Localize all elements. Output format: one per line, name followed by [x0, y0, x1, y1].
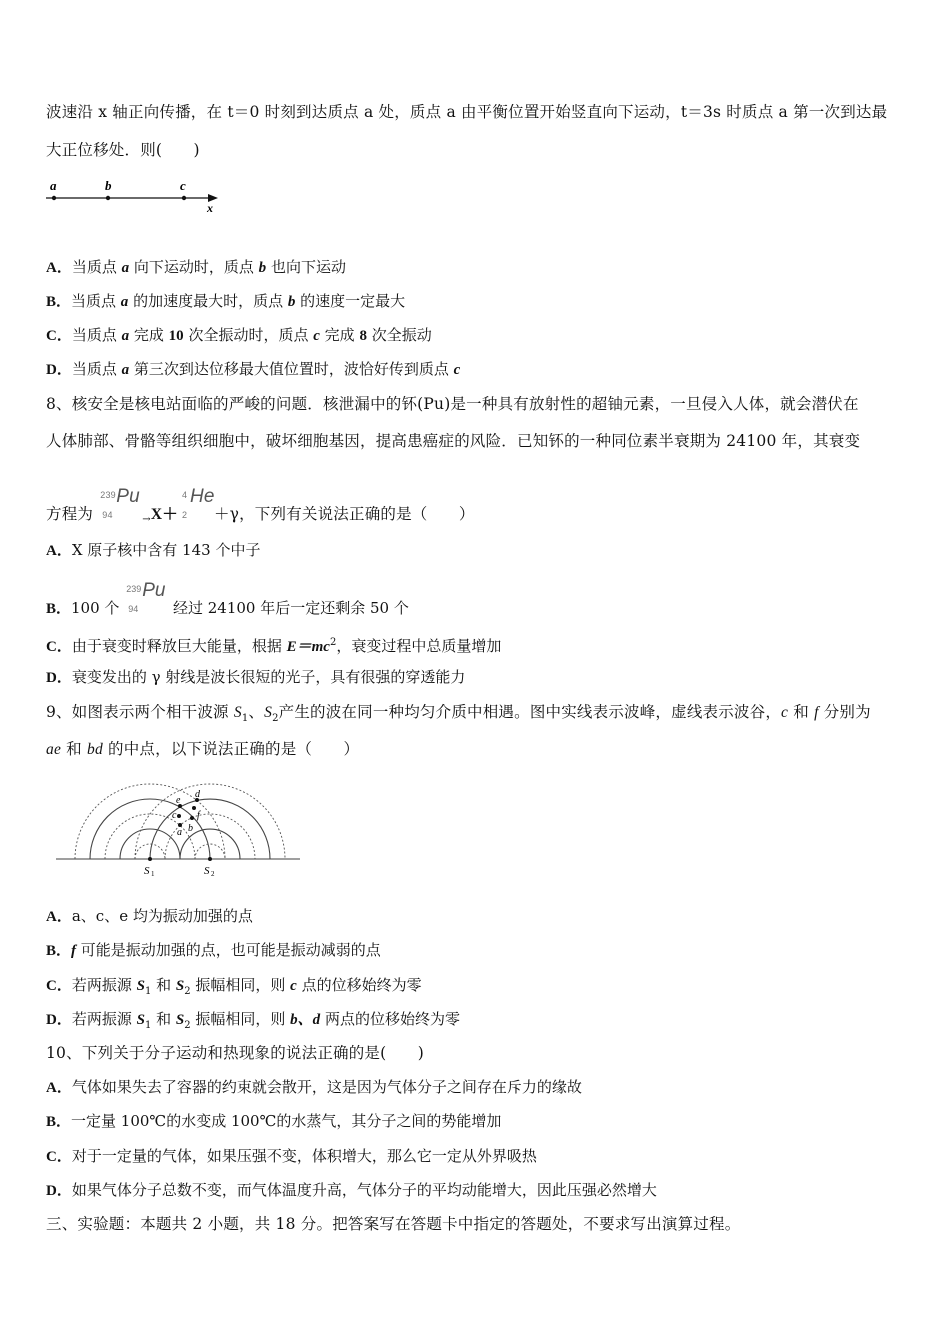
q8-option-a[interactable]: A．X 原子核中含有 143 个中子: [46, 541, 261, 559]
q7-option-b[interactable]: B．当质点 a 的加速度最大时，质点 b 的速度一定最大: [46, 292, 406, 310]
pu-nuclide: 239 94 Pu: [100, 486, 140, 520]
he-nuclide: 4 2 He: [181, 486, 215, 520]
q10-option-b[interactable]: B．一定量 100℃的水变成 100℃的水蒸气，其分子之间的势能增加: [46, 1112, 502, 1130]
q7-option-a[interactable]: A．当质点 a 向下运动时，质点 b 也向下运动: [46, 258, 346, 276]
svg-text:a: a: [177, 827, 182, 838]
q8-option-d[interactable]: D．衰变发出的 γ 射线是波长很短的光子，具有很强的穿透能力: [46, 668, 466, 686]
svg-text:x: x: [207, 201, 213, 215]
q9-option-d[interactable]: D．若两振源 $S_1$ 和 $S_2$ 振幅相同，则 b、d 两点的位移始终为零: [46, 1010, 460, 1031]
q9-option-b[interactable]: B．f 可能是振动加强的点，也可能是振动减弱的点: [46, 941, 381, 959]
q7-stem-line1: 波速沿 x 轴正向传播，在 t＝0 时刻到达质点 a 处，质点 a 由平衡位置开始竖直向下运动，t＝3s 时质点 a 第一次到达最: [46, 103, 888, 121]
svg-text:b: b: [105, 178, 112, 193]
q7-option-d[interactable]: D．当质点 a 第三次到达位移最大值位置时，波恰好传到质点 c: [46, 360, 461, 378]
svg-text:e: e: [176, 795, 181, 806]
q7-option-c[interactable]: C．当质点 a 完成 10 次全振动时，质点 c 完成 8 次全振动: [46, 326, 432, 344]
q8-stem-line1: 8、核安全是核电站面临的严峻的问题．核泄漏中的钚(Pu)是一种具有放射性的超铀元素，一旦侵入人体，就会潜伏在: [46, 395, 859, 413]
svg-text:1: 1: [151, 870, 155, 878]
q7-axis-figure: [44, 174, 224, 218]
svg-text:S: S: [204, 865, 210, 877]
q9-option-a-text: a、c、e 均为振动加强的点: [71, 907, 253, 925]
svg-text:c: c: [180, 178, 186, 193]
svg-text:c: c: [172, 810, 177, 821]
pu-nuclide: 239 94 Pu: [126, 580, 166, 614]
q9-stem-line1: 9、如图表示两个相干波源 $S_1$、$S_2$产生的波在同一种均匀介质中相遇。图中实线表示波峰，虚线表示波谷，c 和 f 分别为: [46, 703, 871, 725]
q8-option-b[interactable]: B．100 个 239 94 Pu 经过 24100 年后一定还剩余 50 个: [46, 580, 409, 617]
q8-option-c[interactable]: C．由于衰变时释放巨大能量，根据 $E=mc^2$，衰变过程中总质量增加: [46, 637, 502, 655]
svg-text:S: S: [144, 865, 150, 877]
q9-interference-figure: [50, 775, 310, 880]
q10-option-c[interactable]: C．对于一定量的气体，如果压强不变，体积增大，那么它一定从外界吸热: [46, 1147, 537, 1165]
q9-stem-line2: ae 和 bd 的中点，以下说法正确的是（ ）: [46, 740, 360, 758]
q7-stem-line2: 大正位移处．则( ): [46, 141, 200, 159]
q10-stem: 10、下列关于分子运动和热现象的说法正确的是( ): [46, 1044, 425, 1062]
svg-text:f: f: [197, 810, 200, 821]
q8-equation-line: 方程为 239 94 Pu →X＋ 4 2 He ＋γ，下列有关说法正确的是（ ）: [46, 486, 475, 525]
svg-text:b: b: [188, 823, 193, 834]
q9-option-a[interactable]: A．a、c、e 均为振动加强的点: [46, 907, 253, 925]
q8-stem-line2: 人体肺部、骨骼等组织细胞中，破坏细胞基因，提高患癌症的风险．已知钚的一种同位素半衰期为 24100 年，其衰变: [46, 432, 861, 450]
q10-option-a[interactable]: A．气体如果失去了容器的约束就会散开，这是因为气体分子之间存在斥力的缘故: [46, 1078, 582, 1096]
section-3-heading: 三、实验题：本题共 2 小题，共 18 分。把答案写在答题卡中指定的答题处，不要求写出演算过程。: [46, 1215, 741, 1233]
q9-option-c[interactable]: C．若两振源 $S_1$ 和 $S_2$ 振幅相同，则 c 点的位移始终为零: [46, 976, 422, 997]
svg-text:d: d: [195, 789, 200, 800]
svg-text:2: 2: [211, 870, 215, 878]
svg-text:a: a: [50, 178, 57, 193]
q10-option-d[interactable]: D．如果气体分子总数不变，而气体温度升高，气体分子的平均动能增大，因此压强必然增大: [46, 1181, 657, 1199]
